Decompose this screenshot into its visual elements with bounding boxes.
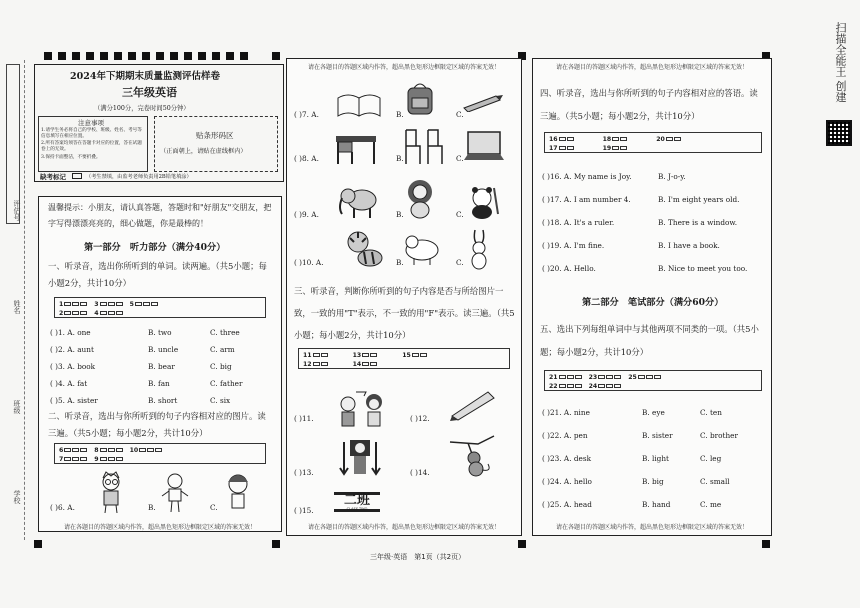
q2-option-a: ( )2. A. aunt bbox=[50, 345, 94, 354]
part2-title: 第二部分 笔试部分（满分60分） bbox=[582, 297, 724, 308]
boy-arms-picture bbox=[160, 472, 190, 514]
q25-option-a: ( )25. A. head bbox=[542, 500, 592, 509]
anchor-mark bbox=[114, 52, 122, 60]
q24-option-a: ( )24. A. hello bbox=[542, 477, 592, 486]
sec1-title: 一、听录音，选出你所听到的单词。读两遍。（共5小题；每小题2分，共计10分） bbox=[48, 261, 267, 288]
q25-option-b: B. hand bbox=[642, 500, 671, 509]
q16-option-b: B. J-o-y. bbox=[658, 172, 686, 181]
column-2-footer-notice: 请在各题目的答题区域内作答，超出黑色矩形边框限定区域的答案无效！ bbox=[307, 524, 500, 531]
sec4-title: 四、听录音，选出与你所听到的句子内容相对应的答语。读三遍。（共5小题；每小题2分，共计10分） bbox=[540, 88, 758, 121]
anchor-mark bbox=[518, 540, 526, 548]
q3-option-a: ( )3. A. book bbox=[50, 362, 96, 371]
q22-option-a: ( )22. A. pen bbox=[542, 431, 588, 440]
q10-option-b: B. bbox=[396, 258, 404, 267]
arms-picture bbox=[336, 436, 384, 478]
q15-label: ( )15. bbox=[294, 506, 314, 515]
q1-option-a: ( )1. A. one bbox=[50, 328, 91, 337]
anchor-mark bbox=[170, 52, 178, 60]
page-footer: 三年级·英语 第1页（共2页） bbox=[370, 553, 466, 561]
barcode-area bbox=[154, 116, 278, 172]
q9-option-c: C. bbox=[456, 210, 464, 219]
anchor-mark bbox=[156, 52, 164, 60]
q10-label: ( )10. A. bbox=[294, 258, 324, 267]
anchor-mark bbox=[72, 52, 80, 60]
anchor-mark bbox=[212, 52, 220, 60]
column-3-footer-notice: 请在各题目的答题区域内作答，超出黑色矩形边框限定区域的答案无效！ bbox=[555, 524, 748, 531]
desk-picture bbox=[334, 130, 378, 166]
sec4-bubbles[interactable]: 16 18 20 17 19 bbox=[544, 132, 762, 153]
q5-option-b: B. short bbox=[148, 396, 178, 405]
anchor-mark bbox=[184, 52, 192, 60]
exam-meta: （满分100分，完卷时间50分钟） bbox=[94, 105, 190, 112]
anchor-mark bbox=[128, 52, 136, 60]
q17-option-b: B. I'm eight years old. bbox=[658, 195, 740, 204]
q9-option-b: B. bbox=[396, 210, 404, 219]
laptop-picture bbox=[462, 130, 506, 164]
panda-picture bbox=[462, 184, 502, 220]
lion-picture bbox=[402, 178, 438, 220]
barcode-area-label: 贴条形码区 bbox=[196, 131, 234, 140]
sec3-title: 三、听录音，判断你所听到的句子内容是否与所给图片一致，一致的用"T"表示，不一致的用"F"表示。读三遍。（共5小题；每小题2分，共计10分） bbox=[294, 286, 515, 340]
class-sign bbox=[334, 492, 380, 512]
q1-option-b: B. two bbox=[148, 328, 172, 337]
anchor-mark bbox=[142, 52, 150, 60]
anchor-mark bbox=[86, 52, 94, 60]
subject-title: 三年级英语 bbox=[122, 86, 177, 99]
greeting-picture bbox=[334, 388, 388, 428]
q18-option-a: ( )18. A. It's a ruler. bbox=[542, 218, 615, 227]
schoolbag-picture bbox=[402, 80, 438, 116]
anchor-mark bbox=[100, 52, 108, 60]
q4-option-b: B. fan bbox=[148, 379, 170, 388]
rabbit-picture bbox=[466, 228, 492, 270]
q23-option-c: C. leg bbox=[700, 454, 722, 463]
missing-mark-box[interactable] bbox=[72, 173, 82, 179]
side-label-school: 学校 bbox=[13, 490, 21, 504]
anchor-mark bbox=[272, 540, 280, 548]
q5-option-c: C. six bbox=[210, 396, 231, 405]
tip-text: 温馨提示：小朋友，请认真答题，答题时和"好朋友"交朋友，把字写得漂漂亮亮的，细心做题，你是最棒的！ bbox=[48, 203, 272, 228]
q18-option-b: B. There is a window. bbox=[658, 218, 738, 227]
q12-label: ( )12. bbox=[410, 414, 430, 423]
q3-option-c: C. big bbox=[210, 362, 232, 371]
side-label-name: 姓名 bbox=[13, 300, 21, 314]
q24-option-c: C. small bbox=[700, 477, 730, 486]
anchor-mark bbox=[762, 540, 770, 548]
q14-label: ( )14. bbox=[410, 468, 430, 477]
q23-option-a: ( )23. A. desk bbox=[542, 454, 592, 463]
q22-option-b: B. sister bbox=[642, 431, 673, 440]
q23-option-b: B. light bbox=[642, 454, 669, 463]
q7-option-c: C. bbox=[456, 110, 464, 119]
q9-label: ( )9. A. bbox=[294, 210, 319, 219]
q3-option-b: B. bear bbox=[148, 362, 175, 371]
q20-option-b: B. Nice to meet you too. bbox=[658, 264, 748, 273]
q21-option-a: ( )21. A. nine bbox=[542, 408, 590, 417]
sec3-bubbles[interactable]: 11 13 15 12 14 bbox=[298, 348, 510, 369]
sec5-bubbles[interactable]: 21 23 25 22 24 bbox=[544, 370, 762, 391]
sec1-bubbles[interactable]: 1 3 5 2 4 bbox=[54, 297, 266, 318]
q16-option-a: ( )16. A. My name is Joy. bbox=[542, 172, 632, 181]
q8-option-b: B. bbox=[396, 154, 404, 163]
q22-option-c: C. brother bbox=[700, 431, 738, 440]
q2-option-b: B. uncle bbox=[148, 345, 179, 354]
sec2-title: 二、听录音，选出与你所听到的句子内容相对应的图片。读三遍。（共5小题；每小题2分，共计10分） bbox=[48, 411, 266, 438]
column-3-header-notice: 请在各题目的答题区域内作答，超出黑色矩形边框限定区域的答案无效！ bbox=[555, 64, 748, 71]
q21-option-b: B. eye bbox=[642, 408, 665, 417]
barcode-hint: （正面朝上，请贴在虚线框内） bbox=[160, 148, 247, 155]
anchor-mark bbox=[226, 52, 234, 60]
q4-option-c: C. father bbox=[210, 379, 243, 388]
q13-label: ( )13. bbox=[294, 468, 314, 477]
polar-bear-picture bbox=[402, 232, 442, 266]
q6-option-c: C. bbox=[210, 503, 218, 512]
q4-option-a: ( )4. A. fat bbox=[50, 379, 88, 388]
missing-mark-text: （考生禁填，由监考老师负责用2B铅笔填涂） bbox=[86, 174, 192, 180]
q6-label: ( )6. A. bbox=[50, 503, 75, 512]
q1-option-c: C. three bbox=[210, 328, 240, 337]
part1-title: 第一部分 听力部分（满分40分） bbox=[84, 242, 226, 253]
column-2-header-notice: 请在各题目的答题区域内作答，超出黑色矩形边框限定区域的答案无效！ bbox=[307, 64, 500, 71]
cut-line bbox=[24, 60, 25, 540]
monkey-tree-picture bbox=[448, 434, 498, 478]
book-picture bbox=[336, 90, 382, 120]
q25-option-c: C. me bbox=[700, 500, 722, 509]
tiger-picture bbox=[342, 230, 384, 268]
q19-option-a: ( )19. A. I'm fine. bbox=[542, 241, 605, 250]
exam-title: 2024年下期期末质量监测评估样卷 bbox=[70, 71, 220, 82]
notes-title: 注意事项 bbox=[78, 119, 104, 127]
q5-option-a: ( )5. A. sister bbox=[50, 396, 98, 405]
q17-option-a: ( )17. A. I am number 4. bbox=[542, 195, 631, 204]
q24-option-b: B. big bbox=[642, 477, 664, 486]
anchor-mark bbox=[34, 540, 42, 548]
anchor-mark bbox=[44, 52, 52, 60]
elephant-picture bbox=[336, 184, 380, 220]
anchor-mark bbox=[58, 52, 66, 60]
boy-glasses-picture bbox=[94, 470, 128, 514]
sec5-title: 五、选出下列每组单词中与其他两项不同类的一项。（共5小题；每小题2分，共计10分） bbox=[540, 324, 759, 357]
notes-line-1: 1.请学生务必将自己的学校、班级、姓名、考号等信息填写在相应位置。 bbox=[41, 128, 142, 139]
q10-option-c: C. bbox=[456, 258, 464, 267]
class-sign-sub: CLASS TWO bbox=[346, 507, 368, 511]
notes-line-3: 3.保持卡面整洁，不要折叠。 bbox=[41, 155, 101, 160]
q6-option-b: B. bbox=[148, 503, 156, 512]
q8-option-c: C. bbox=[456, 154, 464, 163]
q19-option-b: B. I have a book. bbox=[658, 241, 720, 250]
chairs-picture bbox=[402, 128, 448, 166]
q8-label: ( )8. A. bbox=[294, 154, 319, 163]
q7-label: ( )7. A. bbox=[294, 110, 319, 119]
pencil-picture bbox=[462, 94, 504, 112]
pen-picture bbox=[448, 386, 498, 422]
q21-option-c: C. ten bbox=[700, 408, 722, 417]
anchor-mark bbox=[272, 52, 280, 60]
anchor-mark bbox=[198, 52, 206, 60]
anchor-mark bbox=[240, 52, 248, 60]
notes-line-2: 2.所有答案均须答在答题卡对应的位置，答在试题卷上的无效。 bbox=[41, 141, 142, 152]
side-label-exam-number: 评估号 bbox=[13, 200, 21, 221]
q20-option-a: ( )20. A. Hello. bbox=[542, 264, 596, 273]
scan-watermark: 扫描全能王 创建 bbox=[834, 22, 847, 103]
class-sign-text: 二班 bbox=[343, 493, 370, 508]
missing-mark-label: 缺考标记 bbox=[40, 173, 66, 181]
q11-label: ( )11. bbox=[294, 414, 314, 423]
sec2-bubbles[interactable]: 6 8 10 7 9 bbox=[54, 443, 266, 464]
girl-picture bbox=[220, 470, 256, 514]
side-label-class: 班级 bbox=[13, 400, 21, 414]
qr-code bbox=[826, 120, 852, 146]
column-1-footer-notice: 请在各题目的答题区域内作答，超出黑色矩形边框限定区域的答案无效！ bbox=[63, 524, 256, 531]
q7-option-b: B. bbox=[396, 110, 404, 119]
q2-option-c: C. arm bbox=[210, 345, 235, 354]
